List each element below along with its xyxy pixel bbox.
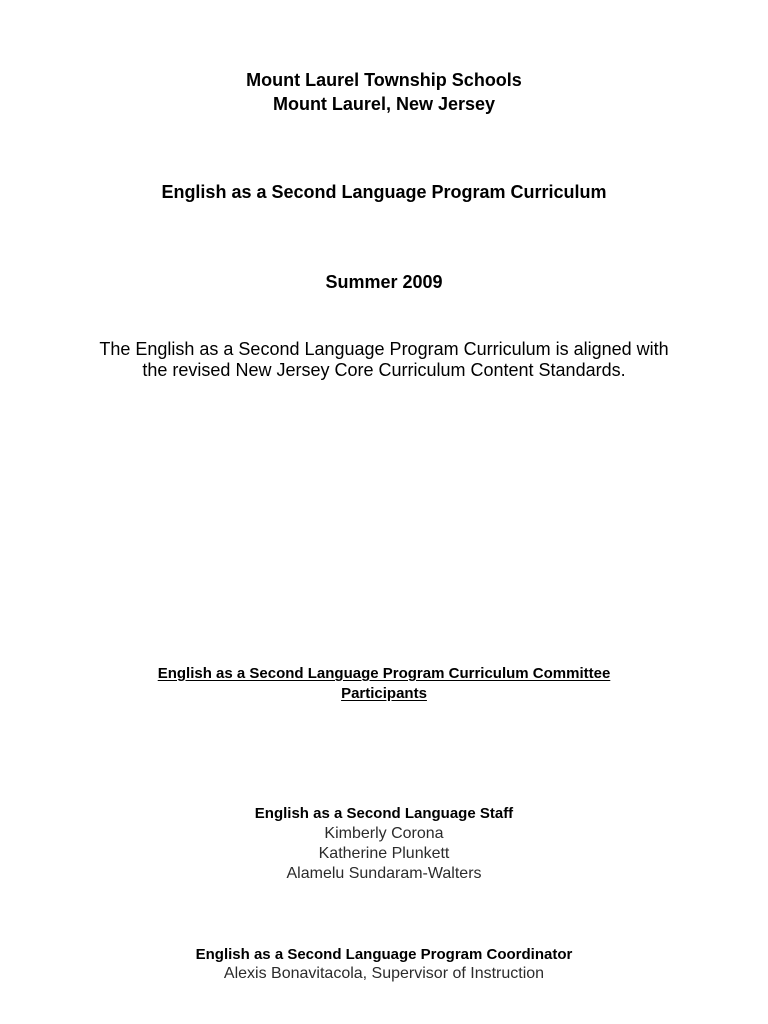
staff-member: Kimberly Corona: [324, 825, 444, 842]
alignment-statement-line-1: The English as a Second Language Program Curriculum is aligned with: [99, 339, 669, 359]
alignment-statement-line-2: the revised New Jersey Core Curriculum Content Standards.: [142, 360, 626, 380]
district-name: Mount Laurel Township Schools: [246, 70, 522, 90]
staff-heading: English as a Second Language Staff: [254, 805, 514, 822]
committee-heading-line-1: English as a Second Language Program Curriculum Committee: [157, 665, 611, 682]
document-title: English as a Second Language Program Curriculum: [161, 182, 607, 202]
district-location: Mount Laurel, New Jersey: [272, 94, 496, 114]
committee-heading-line-2: Participants: [341, 685, 427, 702]
coordinator-heading: English as a Second Language Program Coordinator: [195, 946, 573, 963]
coordinator-name: Alexis Bonavitacola, Supervisor of Instruction: [223, 965, 545, 982]
staff-member: Alamelu Sundaram-Walters: [286, 865, 482, 882]
document-date: Summer 2009: [325, 272, 443, 292]
staff-member: Katherine Plunkett: [318, 845, 450, 862]
